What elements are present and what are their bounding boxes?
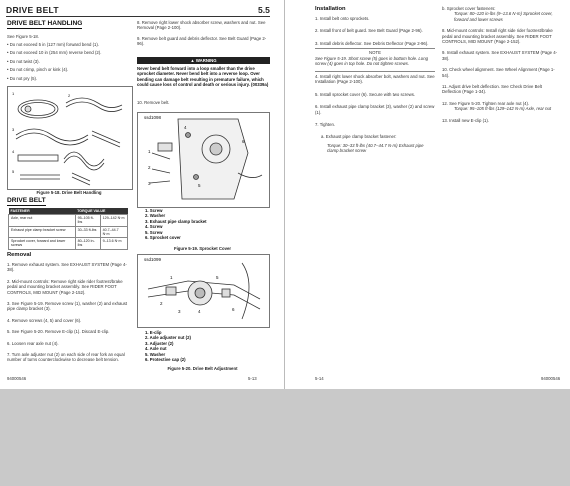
installation-substep: b. Sprocket cover fasteners: <box>442 6 496 11</box>
legend-item: 2. Axle adjuster nut (2) <box>145 335 191 341</box>
drive-belt-heading: DRIVE BELT <box>7 197 46 204</box>
belt-adjustment-illustration <box>138 255 269 327</box>
svg-text:5: 5 <box>216 275 219 280</box>
note-text: See Figure 5-19. Short screw (5) goes in bottom hole. Long screw (4) goes in top hole. Do not tighten screws. <box>315 56 428 67</box>
figure-5-19-caption: Figure 5-19. Sprocket Cover <box>173 246 232 251</box>
handling-bullet: • Do not twist (3). <box>7 58 40 64</box>
installation-step: 13. Install new E-clip (1). <box>442 117 490 123</box>
removal-step: 3. See Figure 5-19. Remove screw (1), washer (2) and exhaust pipe clamp bracket (3). <box>7 301 128 312</box>
legend-item: 6. Sprocket cover <box>145 235 181 241</box>
legend-item: 4. Axle nut <box>145 346 167 352</box>
header-rule <box>6 16 270 17</box>
warning-label: WARNING <box>195 58 217 63</box>
svg-text:5: 5 <box>198 183 201 188</box>
fastener-torque-table <box>8 208 128 250</box>
svg-text:3: 3 <box>178 309 181 314</box>
installation-substep: a. Exhaust pipe clamp bracket fastener: <box>321 134 397 140</box>
warning-banner <box>137 57 270 64</box>
svg-text:1: 1 <box>170 275 173 280</box>
svg-text:3: 3 <box>12 127 15 132</box>
removal-heading: Removal <box>7 252 32 258</box>
installation-step: 1. Install belt onto sprockets. <box>315 16 370 21</box>
handling-bullet-list <box>7 42 132 81</box>
footer-page-number: 5-13 <box>248 376 257 381</box>
svg-text:4: 4 <box>184 125 187 130</box>
fastener-cell: Axle, rear nut <box>9 215 76 227</box>
installation-step: 7. Tighten. <box>315 122 336 128</box>
table-row <box>9 238 128 250</box>
removal-step: 1. Remove exhaust system. See EXHAUST SYSTEM (Page 4-38). <box>7 262 127 273</box>
installation-steps-col2 <box>442 6 562 123</box>
handling-bullet: • Do not exceed 5 in (127 mm) forward bend (1). <box>7 42 100 47</box>
warning-icon: ▲ <box>190 58 196 63</box>
legend-item: 2. Washer <box>145 213 166 219</box>
handling-see-figure: See Figure 5-18. <box>7 34 40 39</box>
svg-text:6: 6 <box>242 139 245 144</box>
torque-spec: Torque: 30–33 ft-lbs (40.7–44.7 N·m) Exhaust pipe clamp bracket screw <box>327 142 424 154</box>
legend-item: 1. Screw <box>145 208 163 213</box>
svg-text:4: 4 <box>12 149 15 154</box>
table-row <box>9 215 128 227</box>
table-row <box>9 226 128 238</box>
legend-item: 3. Exhaust pipe clamp bracket <box>145 218 207 224</box>
fastener-cell: Exhaust pipe clamp bracket screw <box>9 226 76 238</box>
installation-heading: Installation <box>315 6 346 12</box>
torque-imperial-cell: 30–33 ft-lbs <box>75 226 100 238</box>
note-box <box>315 48 435 72</box>
removal-step-10: 10. Remove belt. <box>137 100 170 105</box>
figure-5-20-caption: Figure 5-20. Drive Belt Adjustment <box>167 366 238 371</box>
figure-5-18-caption: Figure 5-18. Drive Belt Handling <box>36 190 102 195</box>
removal-step: 7. Turn axle adjuster nut (2) on each side of rear fork an equal number of turns counterclockwise to decrease belt tension. <box>7 352 125 363</box>
handling-heading: DRIVE BELT HANDLING <box>7 20 83 27</box>
section-number: 5.5 <box>258 5 270 15</box>
installation-step: 2. Install front of belt guard. See Belt Guard (Page 2-96). <box>315 28 423 34</box>
installation-step: 6. Install exhaust pipe clamp bracket (3), washer (2) and screw (1). <box>315 104 435 115</box>
svg-text:1: 1 <box>148 149 151 154</box>
warning-text: Never bend belt forward into a loop smaller than the drive sprocket diameter. Never bend belt into a reverse loop. Over bending can damage belt resulting in premature failure, which could cause loss of control and death or serious injury. (00339a) <box>137 66 269 88</box>
figure-5-18 <box>7 86 133 190</box>
legend-item: 5. Screw <box>145 229 163 235</box>
removal-step: 2. Mid-mount controls: Remove right side rider footrest/brake pedal and mounting bracket assembly. See RIDER FOOT CONTROLS, MID MOUNT (Page 2-152). <box>7 278 123 295</box>
removal-step: 9. Remove belt guard and debris deflector. See Belt Guard (Page 2-96). <box>137 35 267 47</box>
torque-metric-cell: 40.7–44.7 N·m <box>100 226 127 238</box>
svg-text:2: 2 <box>160 301 163 306</box>
svg-text:3: 3 <box>148 181 151 186</box>
belt-handling-illustration <box>8 87 132 189</box>
torque-imperial-cell: 80–120 in-lbs <box>75 238 100 250</box>
removal-step: 5. See Figure 5-20. Remove E-clip (1). Discard E-clip. <box>7 329 110 335</box>
installation-step: 12. See Figure 5-20. Tighten rear axle nut (4). <box>442 100 530 106</box>
footer-doc-number: 94000546 <box>541 376 561 381</box>
svg-text:ssd1098: ssd1098 <box>144 115 162 120</box>
footer-page-number: 5-14 <box>315 376 324 381</box>
torque-spec: Torque: 95–105 ft-lbs (129–142 N·m) Axle, rear nut <box>454 106 552 112</box>
torque-metric-cell: 129–142 N·m <box>100 215 127 227</box>
sprocket-cover-illustration <box>138 113 269 207</box>
footer-doc-number: 94000546 <box>7 376 27 381</box>
torque-metric-cell: 9–13.6 N·m <box>100 238 127 250</box>
table-header-fastener: FASTENER <box>9 208 76 215</box>
installation-step: 9. Install exhaust system. See EXHAUST SYSTEM (Page 4-38). <box>442 50 558 61</box>
legend-item: 4. Screw <box>145 224 163 230</box>
legend-item: 1. E-clip <box>145 330 162 335</box>
installation-step: 3. Install debris deflector. See Debris Deflector (Page 2-96). <box>315 40 429 46</box>
legend-item: 3. Adjuster (2) <box>145 340 174 346</box>
figure-5-20-legend <box>145 330 191 362</box>
installation-step: 11. Adjust drive belt deflection. See Check Drive Belt Deflection (Page 1-34). <box>442 84 542 95</box>
svg-text:ssd1099: ssd1099 <box>144 257 162 262</box>
page-header-title: DRIVE BELT <box>6 5 59 15</box>
removal-step: 6. Loosen rear axle nut (4). <box>7 340 59 346</box>
note-label: NOTE <box>369 50 381 55</box>
figure-5-19 <box>137 112 270 208</box>
removal-steps-continued <box>137 20 270 47</box>
svg-text:4: 4 <box>198 309 201 314</box>
handling-bullet: • Do not crimp, pinch or kink (4). <box>7 67 69 73</box>
fastener-cell: Sprocket cover, forward and lower screws <box>9 238 76 250</box>
svg-text:1: 1 <box>12 91 15 96</box>
legend-item: 6. Protective cap (2) <box>145 357 186 363</box>
svg-text:6: 6 <box>232 307 235 312</box>
installation-steps <box>315 16 435 46</box>
legend-item: 5. Washer <box>145 351 166 357</box>
figure-5-20 <box>137 254 270 328</box>
figure-5-19-legend <box>145 208 207 240</box>
removal-steps <box>7 262 131 363</box>
torque-imperial-cell: 95–105 ft-lbs <box>75 215 100 227</box>
installation-step: 4. Install right lower shock absorber bolt, washers and nut. See Installation (Page 2-100). <box>315 74 435 85</box>
installation-step: 8. Mid-mount controls: Install right side rider footrest/brake pedal and mounting bracket assembly. See RIDER FOOT CONTROLS, MID MOUNT (Page 2-152). <box>442 28 553 45</box>
svg-text:2: 2 <box>148 165 151 170</box>
svg-text:2: 2 <box>68 93 71 98</box>
svg-text:5: 5 <box>12 169 15 174</box>
removal-step: 4. Remove screws (4, 5) and cover (6). <box>7 317 82 323</box>
left-page <box>0 0 284 389</box>
installation-steps-b <box>315 74 435 154</box>
removal-step: 8. Remove right lower shock absorber screw, washers and nut. See Removal (Page 2-100). <box>137 20 266 31</box>
handling-bullet: • Do not pry (5). <box>7 75 38 81</box>
installation-step: 10. Check wheel alignment. See Wheel Alignment (Page 1-54). <box>442 67 555 78</box>
handling-bullet: • Do not exceed 10 in (254 mm) reverse bend (2). <box>7 50 102 56</box>
right-page <box>285 0 570 389</box>
installation-step: 5. Install sprocket cover (6). Secure with two screws. <box>315 91 416 97</box>
torque-spec: Torque: 80–120 in-lbs (9–13.6 N·m) Sprocket cover, forward and lower screws <box>454 11 553 22</box>
table-header-torque: TORQUE VALUE <box>75 208 127 215</box>
